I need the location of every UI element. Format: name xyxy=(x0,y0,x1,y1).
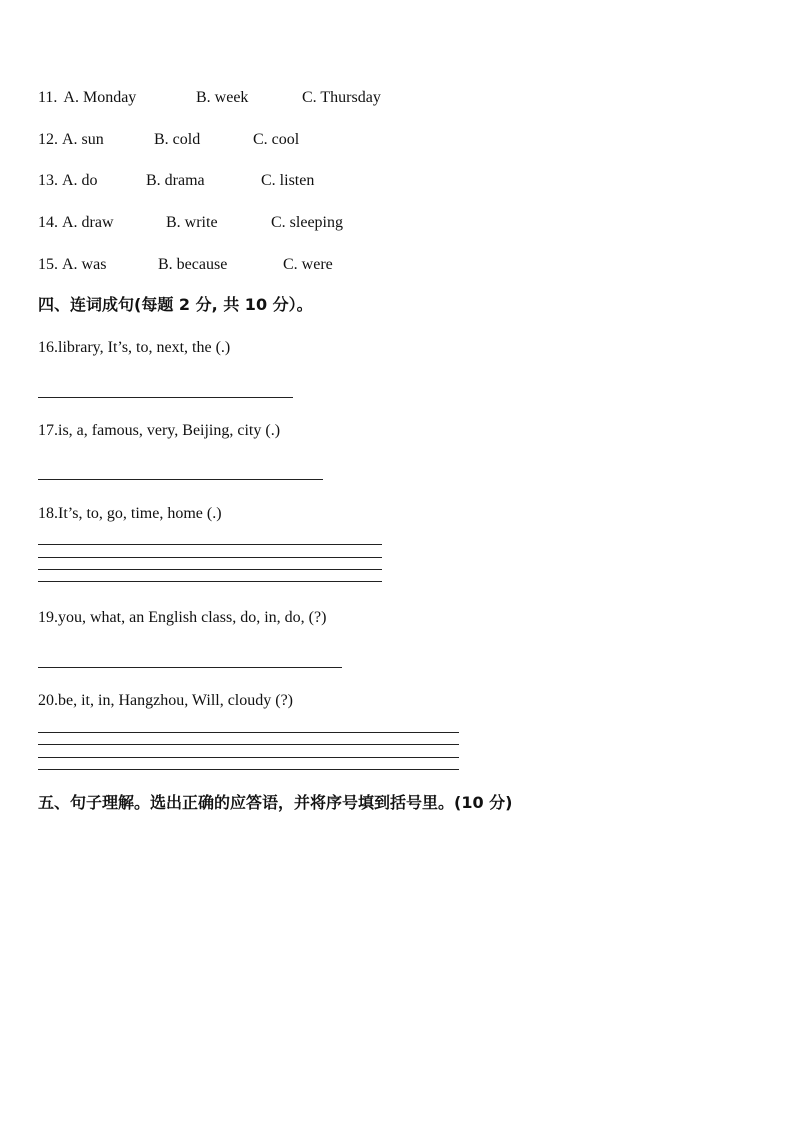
word-list: is, a, famous, very, Beijing, city (.) xyxy=(58,422,281,439)
answer-line[interactable] xyxy=(38,769,459,770)
word-list: be, it, in, Hangzhou, Will, cloudy (?) xyxy=(58,692,294,709)
question-number: 16. xyxy=(38,339,58,356)
option-a: A. Monday xyxy=(63,89,137,106)
word-list: It’s, to, go, time, home (.) xyxy=(58,505,222,522)
option-c: C. sleeping xyxy=(271,214,343,231)
option-c: C. listen xyxy=(261,172,315,189)
question-17 xyxy=(38,421,280,441)
question-number: 20. xyxy=(38,692,58,709)
question-13 xyxy=(38,171,315,191)
option-a: A. do xyxy=(62,172,98,189)
question-number: 11. xyxy=(38,89,58,106)
question-number: 12. xyxy=(38,131,58,148)
question-12 xyxy=(38,130,300,150)
section-4-heading: 四、连词成句(每题 2 分, 共 10 分）。 xyxy=(38,295,313,314)
question-number: 17. xyxy=(38,422,58,439)
question-14 xyxy=(38,213,343,233)
answer-line[interactable] xyxy=(38,732,459,733)
option-b: B. week xyxy=(196,89,249,106)
word-list: library, It’s, to, next, the (.) xyxy=(58,339,231,356)
option-a: A. sun xyxy=(62,131,104,148)
question-20 xyxy=(38,691,293,711)
answer-line[interactable] xyxy=(38,557,382,558)
question-19 xyxy=(38,608,326,628)
answer-line[interactable] xyxy=(38,569,382,570)
option-c: C. cool xyxy=(253,131,300,148)
question-15 xyxy=(38,255,333,275)
question-number: 18. xyxy=(38,505,58,522)
option-a: A. was xyxy=(62,256,107,273)
answer-line[interactable] xyxy=(38,744,459,745)
answer-line[interactable] xyxy=(38,544,382,545)
question-18 xyxy=(38,504,222,524)
word-list: you, what, an English class, do, in, do, (?) xyxy=(58,609,327,626)
question-16 xyxy=(38,338,230,358)
answer-line[interactable] xyxy=(38,397,293,398)
option-a: A. draw xyxy=(62,214,114,231)
option-c: C. were xyxy=(283,256,333,273)
answer-line[interactable] xyxy=(38,667,342,668)
answer-line[interactable] xyxy=(38,581,382,582)
option-b: B. write xyxy=(166,214,218,231)
question-number: 13. xyxy=(38,172,58,189)
option-b: B. cold xyxy=(154,131,201,148)
question-number: 15. xyxy=(38,256,58,273)
question-number: 19. xyxy=(38,609,58,626)
question-number: 14. xyxy=(38,214,58,231)
option-b: B. because xyxy=(158,256,228,273)
question-11 xyxy=(38,88,381,108)
section-5-heading: 五、句子理解。选出正确的应答语，并将序号填到括号里。(10 分) xyxy=(38,793,513,812)
option-c: C. Thursday xyxy=(302,89,381,106)
answer-line[interactable] xyxy=(38,479,323,480)
answer-line[interactable] xyxy=(38,757,459,758)
option-b: B. drama xyxy=(146,172,205,189)
